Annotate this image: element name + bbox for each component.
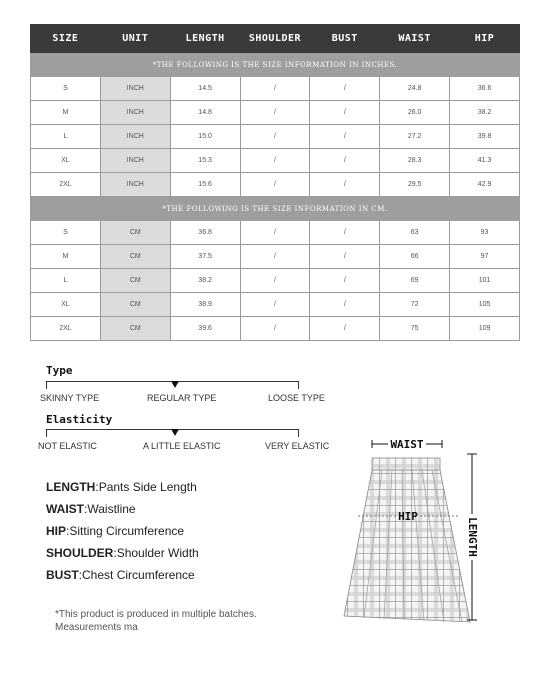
section-row — [31, 53, 520, 77]
header-waist: WAIST — [380, 25, 450, 53]
cell-unit: INCH — [100, 149, 170, 173]
cell-waist: 66 — [380, 245, 450, 269]
table-row — [31, 293, 520, 317]
table-row — [31, 77, 520, 101]
cell-unit: CM — [100, 221, 170, 245]
cell-bust: / — [310, 173, 380, 197]
size-table — [30, 24, 520, 341]
cell-hip: 97 — [450, 245, 520, 269]
cell-bust: / — [310, 317, 380, 341]
definition-waist: WAIST:Waistline — [46, 502, 136, 516]
cell-waist: 63 — [380, 221, 450, 245]
cell-unit: CM — [100, 317, 170, 341]
cell-hip: 109 — [450, 317, 520, 341]
cell-length: 15.0 — [170, 125, 240, 149]
header-length: LENGTH — [170, 25, 240, 53]
cell-shoulder: / — [240, 245, 310, 269]
cell-bust: / — [310, 101, 380, 125]
cell-length: 39.6 — [170, 317, 240, 341]
elasticity-scale-title: Elasticity — [46, 413, 113, 426]
elasticity-option-not: NOT ELASTIC — [38, 441, 97, 451]
section-row — [31, 197, 520, 221]
cell-unit: INCH — [100, 173, 170, 197]
table-body — [31, 53, 520, 341]
header-shoulder: SHOULDER — [240, 25, 310, 53]
cell-unit: INCH — [100, 125, 170, 149]
cell-bust: / — [310, 245, 380, 269]
skirt-diagram — [338, 432, 498, 637]
type-option-skinny: SKINNY TYPE — [40, 393, 100, 403]
cell-size: L — [31, 125, 101, 149]
elasticity-option-very: VERY ELASTIC — [265, 441, 330, 451]
table-row — [31, 221, 520, 245]
definition-value: Waistline — [87, 502, 136, 516]
cell-hip: 105 — [450, 293, 520, 317]
hip-label: HIP — [398, 510, 418, 523]
definition-length: LENGTH:Pants Side Length — [46, 480, 197, 494]
cell-shoulder: / — [240, 293, 310, 317]
type-option-regular: REGULAR TYPE — [147, 393, 217, 403]
cell-hip: 93 — [450, 221, 520, 245]
cell-hip: 42.9 — [450, 173, 520, 197]
table-row — [31, 317, 520, 341]
cell-waist: 24.8 — [380, 77, 450, 101]
cell-bust: / — [310, 221, 380, 245]
cell-size: S — [31, 77, 101, 101]
table-row — [31, 101, 520, 125]
cell-hip: 101 — [450, 269, 520, 293]
waist-label: WAIST — [390, 438, 424, 451]
cell-waist: 29.5 — [380, 173, 450, 197]
table-row — [31, 173, 520, 197]
cell-shoulder: / — [240, 125, 310, 149]
cell-size: 2XL — [31, 317, 101, 341]
definition-key: LENGTH — [46, 480, 96, 494]
cell-shoulder: / — [240, 173, 310, 197]
section-title: *THE FOLLOWING IS THE SIZE INFORMATION IN INCHES. — [31, 53, 520, 77]
cell-waist: 26.0 — [380, 101, 450, 125]
note-line-2: Measurements ma — [55, 622, 138, 633]
cell-shoulder: / — [240, 77, 310, 101]
cell-shoulder: / — [240, 149, 310, 173]
cell-size: M — [31, 101, 101, 125]
note-line-1: *This product is produced in multiple batches. — [55, 609, 257, 620]
section-title: *THE FOLLOWING IS THE SIZE INFORMATION IN CM. — [31, 197, 520, 221]
cell-length: 14.5 — [170, 77, 240, 101]
table-row — [31, 125, 520, 149]
cell-hip: 38.2 — [450, 101, 520, 125]
cell-shoulder: / — [240, 221, 310, 245]
header-size: SIZE — [31, 25, 101, 53]
cell-length: 37.5 — [170, 245, 240, 269]
header-unit: UNIT — [100, 25, 170, 53]
table-row — [31, 149, 520, 173]
cell-unit: CM — [100, 293, 170, 317]
cell-size: M — [31, 245, 101, 269]
cell-size: S — [31, 221, 101, 245]
definition-shoulder: SHOULDER:Shoulder Width — [46, 546, 199, 560]
cell-waist: 27.2 — [380, 125, 450, 149]
cell-unit: CM — [100, 269, 170, 293]
cell-shoulder: / — [240, 317, 310, 341]
definition-bust: BUST:Chest Circumference — [46, 568, 195, 582]
cell-bust: / — [310, 269, 380, 293]
cell-shoulder: / — [240, 101, 310, 125]
cell-size: 2XL — [31, 173, 101, 197]
cell-hip: 36.6 — [450, 77, 520, 101]
length-label: LENGTH — [466, 517, 479, 557]
cell-waist: 72 — [380, 293, 450, 317]
type-option-loose: LOOSE TYPE — [268, 393, 325, 403]
definition-value: Sitting Circumference — [69, 524, 185, 538]
header-bust: BUST — [310, 25, 380, 53]
definition-value: Shoulder Width — [116, 546, 199, 560]
cell-length: 15.6 — [170, 173, 240, 197]
table-header-row — [31, 25, 520, 53]
type-scale-title: Type — [46, 364, 73, 377]
definition-key: SHOULDER — [46, 546, 114, 560]
cell-waist: 28.3 — [380, 149, 450, 173]
definition-key: BUST — [46, 568, 79, 582]
definition-hip: HIP:Sitting Circumference — [46, 524, 185, 538]
cell-size: L — [31, 269, 101, 293]
header-hip: HIP — [450, 25, 520, 53]
cell-hip: 41.3 — [450, 149, 520, 173]
cell-bust: / — [310, 125, 380, 149]
cell-unit: INCH — [100, 101, 170, 125]
cell-bust: / — [310, 149, 380, 173]
table-row — [31, 269, 520, 293]
production-note — [55, 608, 265, 634]
cell-length: 38.9 — [170, 293, 240, 317]
cell-shoulder: / — [240, 269, 310, 293]
cell-unit: INCH — [100, 77, 170, 101]
table-row — [31, 245, 520, 269]
cell-hip: 39.8 — [450, 125, 520, 149]
definition-key: HIP — [46, 524, 67, 538]
definition-value: Pants Side Length — [98, 480, 197, 494]
cell-length: 15.3 — [170, 149, 240, 173]
definition-key: WAIST — [46, 502, 84, 516]
cell-size: XL — [31, 293, 101, 317]
cell-unit: CM — [100, 245, 170, 269]
cell-length: 38.2 — [170, 269, 240, 293]
skirt-body — [344, 470, 470, 622]
type-scale-marker-icon — [171, 381, 179, 388]
cell-length: 14.8 — [170, 101, 240, 125]
cell-waist: 75 — [380, 317, 450, 341]
definition-value: Chest Circumference — [82, 568, 195, 582]
cell-bust: / — [310, 77, 380, 101]
cell-size: XL — [31, 149, 101, 173]
skirt-waistband — [372, 458, 440, 470]
elasticity-scale-marker-icon — [171, 429, 179, 436]
cell-bust: / — [310, 293, 380, 317]
elasticity-option-little: A LITTLE ELASTIC — [143, 441, 221, 451]
cell-waist: 69 — [380, 269, 450, 293]
cell-length: 36.8 — [170, 221, 240, 245]
